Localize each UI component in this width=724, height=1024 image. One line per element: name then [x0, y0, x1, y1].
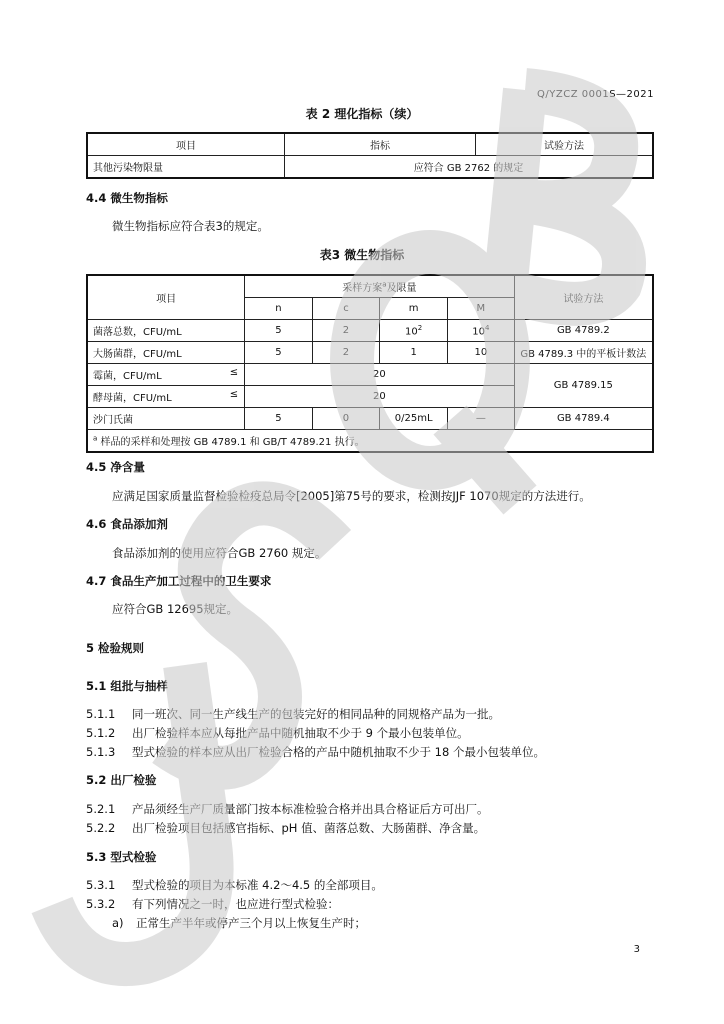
table2-header-method: 试验方法	[476, 133, 654, 156]
section-4-6-text: 食品添加剂的使用应符合GB 2760 规定。	[112, 546, 327, 560]
table3-cell-M: —	[448, 408, 515, 430]
section-5-1-heading: 5.1 组批与抽样	[86, 679, 168, 693]
table3-cell-n: 5	[245, 408, 313, 430]
section-4-4-heading: 4.4 微生物指标	[86, 191, 168, 205]
table3-header-M: M	[448, 298, 515, 320]
table3-header-item: 项目	[87, 275, 245, 320]
table3-title: 表3 微生物指标	[319, 248, 405, 262]
table3-cell-limit: 20	[245, 364, 515, 386]
clause-5-2-2: 5.2.2 出厂检验项目包括感官指标、pH 值、菌落总数、大肠菌群、净含量。	[86, 821, 486, 835]
table3-header-m: m	[380, 298, 448, 320]
table3-header-c: c	[312, 298, 380, 320]
table3-cell-c: 2	[312, 342, 380, 364]
list-item-a: a) 正常生产半年或停产三个月以上恢复生产时；	[112, 916, 366, 930]
table2-header-indicator: 指标	[285, 133, 476, 156]
clause-5-3-2: 5.3.2 有下列情况之一时，也应进行型式检验：	[86, 897, 339, 911]
section-4-7-text: 应符合GB 12695规定。	[112, 602, 239, 616]
section-4-4-text: 微生物指标应符合表3的规定。	[112, 219, 269, 233]
table3-cell-item: 霉菌，CFU/mL ≤	[87, 364, 245, 386]
section-4-6-heading: 4.6 食品添加剂	[86, 517, 168, 531]
document-code: Q/YZCZ 0001S—2021	[537, 89, 654, 100]
table3-cell-m: $10^2$	[380, 320, 448, 342]
table3-header-method: 试验方法	[514, 275, 653, 320]
table3-cell-c: 2	[312, 320, 380, 342]
table-row	[87, 320, 653, 342]
clause-5-3-1: 5.3.1 型式检验的项目为本标准 4.2～4.5 的全部项目。	[86, 878, 383, 892]
table3-header-n: n	[245, 298, 313, 320]
table3-cell-item: 沙门氏菌	[87, 408, 245, 430]
section-4-7-heading: 4.7 食品生产加工过程中的卫生要求	[86, 574, 272, 588]
clause-5-1-2: 5.1.2 出厂检验样本应从每批产品中随机抽取不少于 9 个最小包装单位。	[86, 726, 469, 740]
table3-cell-M: $10^4$	[448, 320, 515, 342]
table-row	[87, 364, 653, 386]
section-5-3-heading: 5.3 型式检验	[86, 850, 157, 864]
table3-cell-method: GB 4789.3 中的平板计数法	[514, 342, 653, 364]
table2-title: 表 2 理化指标（续）	[305, 107, 419, 121]
clause-5-1-3: 5.1.3 型式检验的样本应从出厂检验合格的产品中随机抽取不少于 18 个最小包装单位。	[86, 745, 545, 759]
table-row	[87, 342, 653, 364]
table3-cell-m: 1	[380, 342, 448, 364]
table3-cell-c: 0	[312, 408, 380, 430]
table3-cell-n: 5	[245, 342, 313, 364]
table3-cell-m: 0/25mL	[380, 408, 448, 430]
table-row	[87, 408, 653, 430]
section-5-2-heading: 5.2 出厂检验	[86, 773, 157, 787]
table3-footnote: $^a$ 样品的采样和处理按 GB 4789.1 和 GB/T 4789.21 执行。	[87, 430, 653, 453]
table3-header-plan: 采样方案$^a$及限量	[245, 275, 515, 298]
table3-cell-M: 10	[448, 342, 515, 364]
table3-cell-item: 酵母菌，CFU/mL ≤	[87, 386, 245, 408]
page-number: 3	[633, 944, 640, 955]
section-5-heading: 5 检验规则	[86, 641, 145, 655]
table3-cell-method: GB 4789.4	[514, 408, 653, 430]
table2	[86, 132, 654, 179]
table2-header-item: 项目	[87, 133, 285, 156]
clause-5-2-1: 5.2.1 产品须经生产厂质量部门按本标准检验合格并出具合格证后方可出厂。	[86, 802, 489, 816]
table3-cell-method: GB 4789.15	[514, 364, 653, 408]
table3-cell-method: GB 4789.2	[514, 320, 653, 342]
table3-cell-limit: 20	[245, 386, 515, 408]
table3	[86, 274, 654, 453]
table2-cell-value: 应符合 GB 2762 的规定	[285, 156, 654, 179]
section-4-5-text: 应满足国家质量监督检验检疫总局令[2005]第75号的要求，检测按JJF 1070规定的方法进行。	[112, 489, 591, 503]
section-4-5-heading: 4.5 净含量	[86, 460, 145, 474]
table3-cell-item: 大肠菌群，CFU/mL	[87, 342, 245, 364]
table3-cell-n: 5	[245, 320, 313, 342]
table3-cell-item: 菌落总数，CFU/mL	[87, 320, 245, 342]
clause-5-1-1: 5.1.1 同一班次、同一生产线生产的包装完好的相同品种的同规格产品为一批。	[86, 707, 500, 721]
table2-cell-item: 其他污染物限量	[87, 156, 285, 179]
